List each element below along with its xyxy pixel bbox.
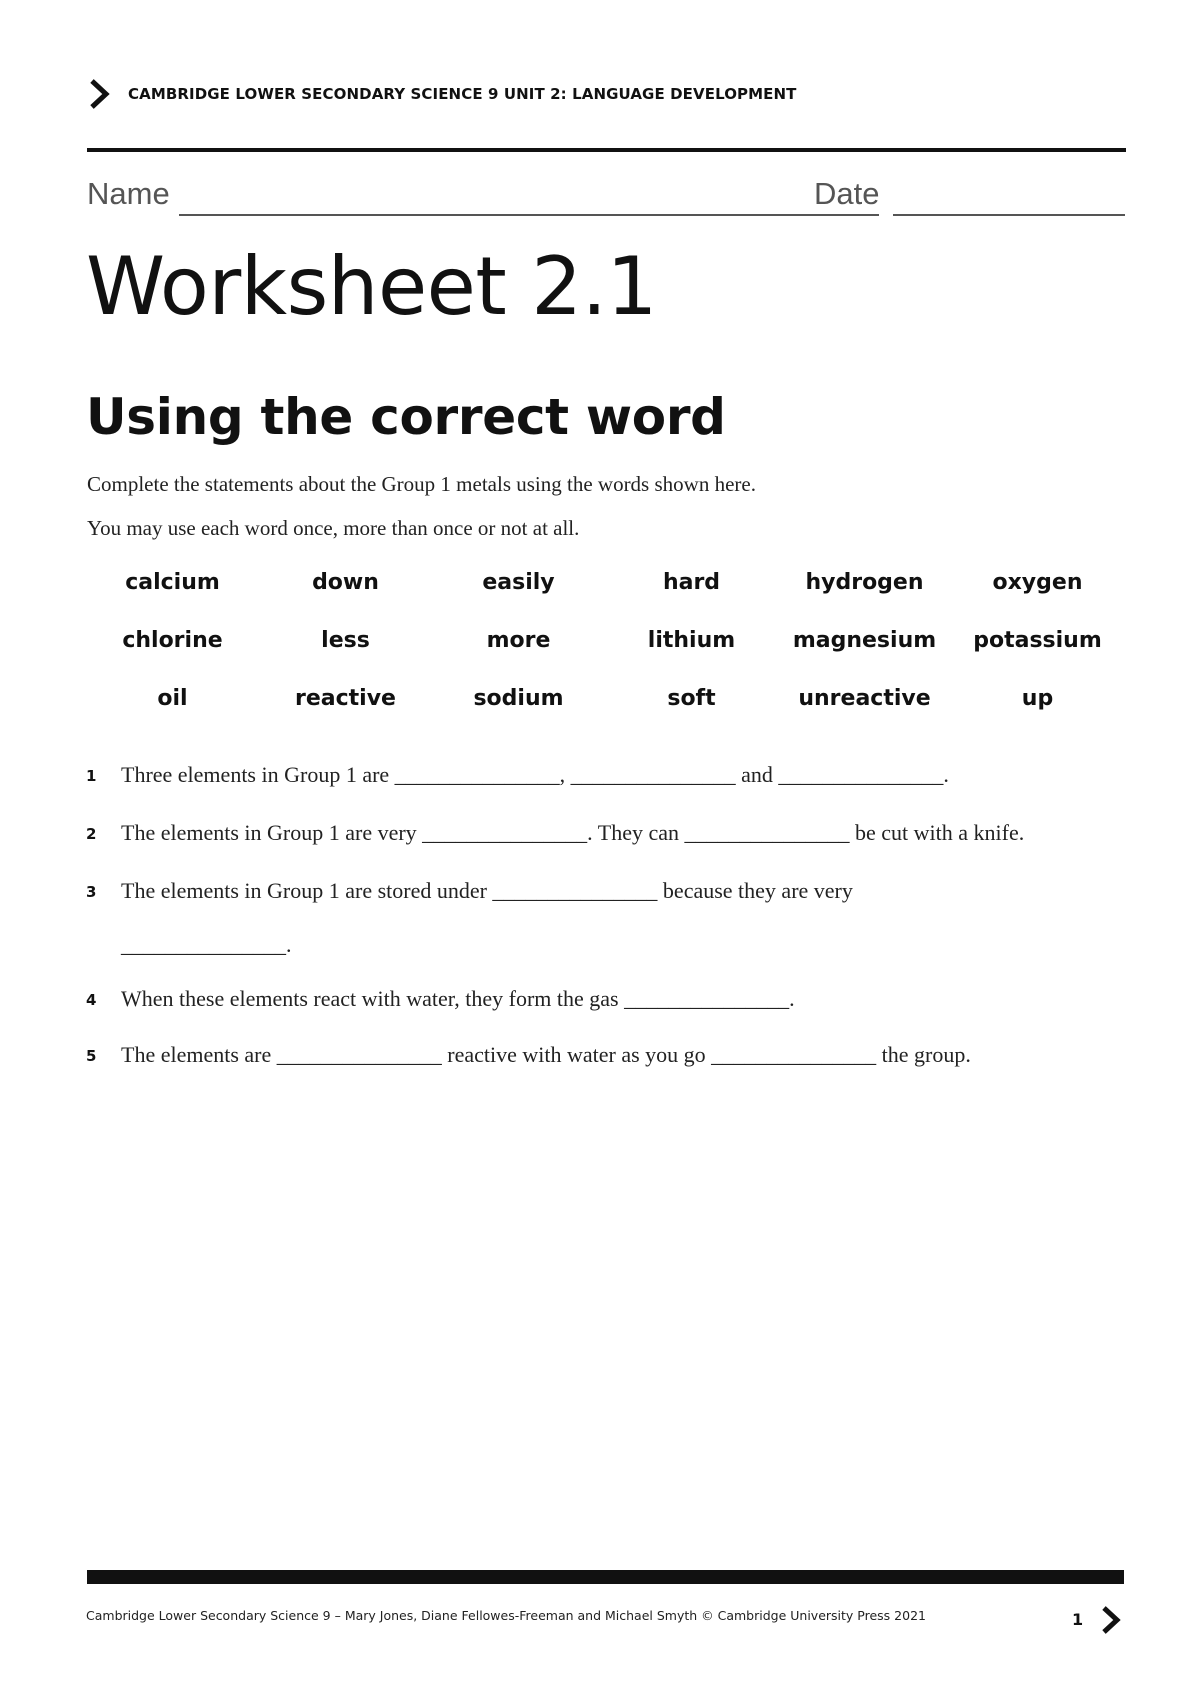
word-bank-item: unreactive bbox=[798, 686, 931, 711]
question-text[interactable]: Three elements in Group 1 are _______________, _______________ and _______________. bbox=[121, 762, 949, 787]
question-item bbox=[86, 760, 949, 790]
instruction-line: You may use each word once, more than once or not at all. bbox=[87, 516, 580, 540]
name-field[interactable] bbox=[179, 214, 879, 216]
question-text[interactable]: When these elements react with water, they form the gas _______________. bbox=[121, 986, 795, 1011]
word-bank-item: easily bbox=[482, 570, 555, 595]
question-text[interactable]: The elements in Group 1 are stored under _______________ because they are very bbox=[121, 878, 853, 903]
word-bank-item: oxygen bbox=[992, 570, 1083, 595]
word-bank bbox=[86, 568, 1126, 714]
question-text[interactable]: The elements are _______________ reactive with water as you go _______________ the group. bbox=[121, 1042, 971, 1067]
question-item bbox=[86, 984, 795, 1014]
running-header bbox=[86, 74, 1126, 114]
question-item bbox=[86, 818, 1024, 848]
word-bank-item: magnesium bbox=[792, 628, 937, 653]
answer-blank[interactable]: _______________. bbox=[121, 932, 292, 957]
question-number: 4 bbox=[86, 991, 97, 1009]
word-bank-item: hard bbox=[662, 570, 721, 595]
date-field[interactable] bbox=[893, 214, 1125, 216]
word-bank-item: soft bbox=[667, 686, 716, 711]
word-bank-item: chlorine bbox=[122, 628, 223, 653]
question-item bbox=[86, 876, 853, 906]
chevron-right-icon[interactable] bbox=[1098, 1604, 1124, 1636]
name-label: Name bbox=[87, 176, 170, 211]
word-bank-item: lithium bbox=[647, 628, 736, 653]
question-number: 2 bbox=[86, 825, 97, 843]
word-bank-item: potassium bbox=[973, 628, 1102, 653]
worksheet-title: Worksheet 2.1 bbox=[86, 240, 657, 333]
footer-credit: Cambridge Lower Secondary Science 9 – Mary Jones, Diane Fellowes-Freeman and Michael Smyth © Cambridge University Press 2021 bbox=[86, 1608, 926, 1623]
word-bank-item: sodium bbox=[473, 686, 564, 711]
word-bank-item: up bbox=[1021, 686, 1054, 711]
word-bank-item: hydrogen bbox=[805, 570, 924, 595]
page-number: 1 bbox=[1072, 1610, 1084, 1629]
word-bank-item: reactive bbox=[295, 686, 396, 711]
name-date-row bbox=[87, 172, 1127, 220]
word-bank-item: oil bbox=[157, 686, 188, 711]
footer-divider bbox=[87, 1570, 1124, 1584]
question-number: 1 bbox=[86, 767, 97, 785]
question-number: 5 bbox=[86, 1047, 97, 1065]
word-bank-item: calcium bbox=[125, 570, 220, 595]
question-text[interactable]: The elements in Group 1 are very _______________. They can _______________ be cut with a knife. bbox=[121, 820, 1025, 845]
question-number: 3 bbox=[86, 883, 97, 901]
word-bank-item: less bbox=[321, 628, 370, 653]
instruction-line: Complete the statements about the Group 1 metals using the words shown here. bbox=[87, 472, 756, 496]
header-title: CAMBRIDGE LOWER SECONDARY SCIENCE 9 UNIT 2: LANGUAGE DEVELOPMENT bbox=[128, 85, 797, 103]
question-continuation bbox=[86, 930, 292, 960]
chevron-right-icon bbox=[86, 78, 114, 110]
header-divider bbox=[87, 148, 1126, 152]
date-label: Date bbox=[814, 176, 880, 211]
question-item bbox=[86, 1040, 971, 1070]
word-bank-item: down bbox=[312, 570, 379, 595]
word-bank-item: more bbox=[486, 628, 551, 653]
worksheet-subtitle: Using the correct word bbox=[86, 388, 726, 446]
